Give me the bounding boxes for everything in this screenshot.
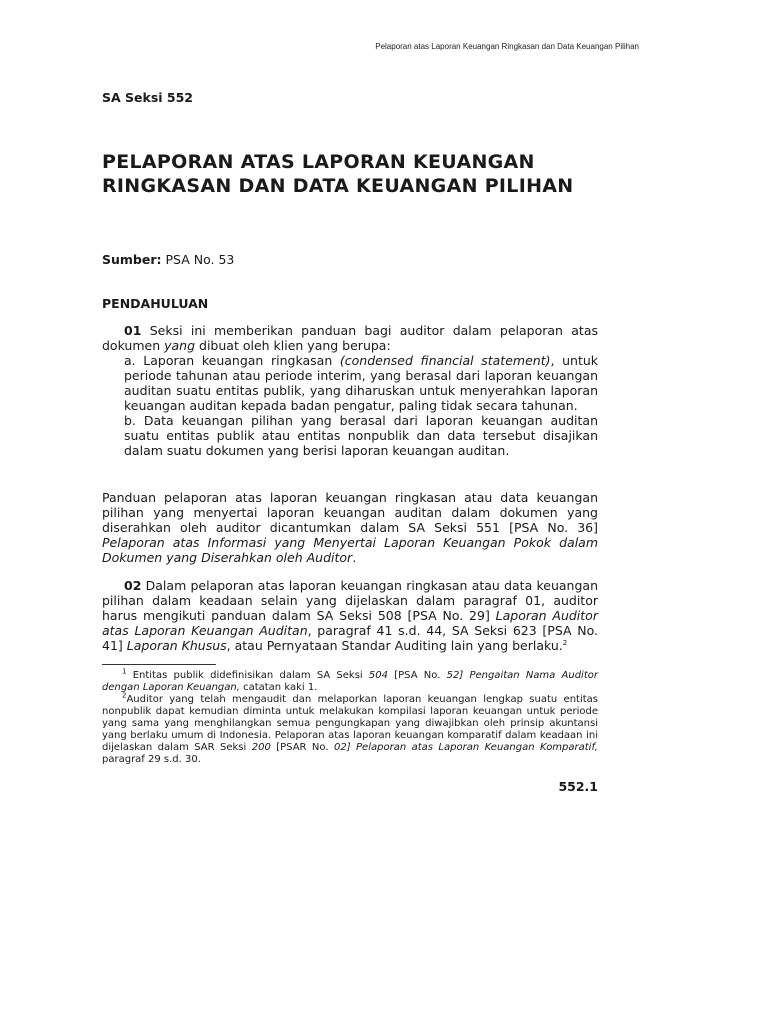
footnote-italic: 52] Pengaitan Nama Auditor dengan Laporan Keuangan, [102,670,598,693]
list-item-italic: (condensed financial statement) [339,353,551,368]
footnote-italic: 504 [368,670,389,681]
source-value: PSA No. 53 [165,252,235,267]
footnote-text: [PSA No. [388,670,447,681]
paragraph-italic: Laporan Auditor atas Laporan Keuangan Auditan [102,608,598,638]
list-item-b: b. Data keuangan pilihan yang berasal dari laporan keuangan auditan suatu entitas publik atau entitas nonpublik dan data tersebut disajikan dalam suatu dokumen yang berisi laporan keuangan auditan. [124,413,598,458]
paragraph-italic: Pelaporan atas Informasi yang Menyertai Laporan Keuangan Pokok dalam Dokumen yang Diserahkan oleh Auditor [102,535,598,565]
footnote-number: 1 [122,667,127,676]
source-line [102,252,234,267]
paragraph-text: . [352,550,357,565]
footnote-number: 2 [122,691,127,700]
paragraph-text: , atau Pernyataan Standar Auditing lain yang berlaku. [226,638,563,653]
paragraph-text: Panduan pelaporan atas laporan keuangan ringkasan atau data keuangan pilihan yang menyertai laporan keuangan auditan dalam dokumen yang diserahkan oleh auditor dicantumkan dalam SA Seksi 551 [PSA No. 36] [102,490,598,535]
list-item-a [102,353,598,413]
footnote-2 [102,691,598,766]
footnote-divider [102,664,216,665]
footnote-text: catatan kaki 1. [239,682,318,693]
title-line-2: RINGKASAN DAN DATA KEUANGAN PILIHAN [102,175,574,197]
footnote-1 [102,667,598,694]
source-label: Sumber: [102,252,162,267]
footnote-italic: 200 [251,742,271,753]
title-line-1: PELAPORAN ATAS LAPORAN KEUANGAN [102,151,535,173]
footnotes [102,667,598,765]
footnote-ref: 2 [562,638,568,647]
paragraph-text: Dalam pelaporan atas laporan keuangan ringkasan atau data keuangan pilihan dalam keadaan selain yang dijelaskan dalam paragraf 01, auditor harus mengikuti panduan dalam SA Seksi 508 [PSA No. 29] [102,578,598,623]
list-item-text: a. Laporan keuangan ringkasan [124,353,340,368]
footnote-text: [PSAR No. [270,742,334,753]
footnote-text: Entitas publik didefinisikan dalam SA Seksi [126,670,369,681]
paragraph-text: , paragraf 41 s.d. 44, SA Seksi 623 [PSA No. 41] [102,623,598,653]
paragraph-02 [102,578,598,661]
intro-heading: PENDAHULUAN [102,296,209,311]
footnote-text: paragraf 29 s.d. 30. [102,754,201,765]
section-label: SA Seksi 552 [102,90,193,105]
paragraph-01 [102,323,598,458]
document-title [102,150,662,198]
running-header: Pelaporan atas Laporan Keuangan Ringkasan dan Data Keuangan Pilihan [375,42,639,51]
paragraph-text: Seksi ini memberikan panduan bagi auditor dalam pelaporan atas dokumen [102,323,598,353]
paragraph-italic: yang [164,338,196,353]
page-number: 552.1 [558,779,598,794]
paragraph-01-lead [102,323,598,353]
list-item-text: , untuk periode tahunan atau periode interim, yang berasal dari laporan keuangan auditan suatu entitas publik, yang diharuskan untuk menyerahkan laporan keuangan auditan kepada badan pengatur, paling tidak secara tahunan. [124,353,599,413]
paragraph-guidance [102,490,598,565]
paragraph-02-text [102,578,598,653]
paragraph-text: dibuat oleh klien yang berupa: [195,338,391,353]
paragraph-italic: Laporan Khusus [126,638,227,653]
footnote-text: Auditor yang telah mengaudit dan melaporkan laporan keuangan lengkap suatu entitas nonpublik dapat kemudian diminta untuk melakukan kompilasi laporan keuangan untuk periode yang sama yang menghilangkan semua pengungkapan yang diwajibkan oleh prinsip akuntansi yang berlaku umum di Indonesia. Pelaporan atas laporan keuangan komparatif dalam keadaan ini dijelaskan dalam SAR Seksi [102,694,598,753]
paragraph-number: 01 [124,323,142,338]
paragraph-number: 02 [124,578,142,593]
footnote-italic: 02] Pelaporan atas Laporan Keuangan Komparatif, [333,742,598,753]
